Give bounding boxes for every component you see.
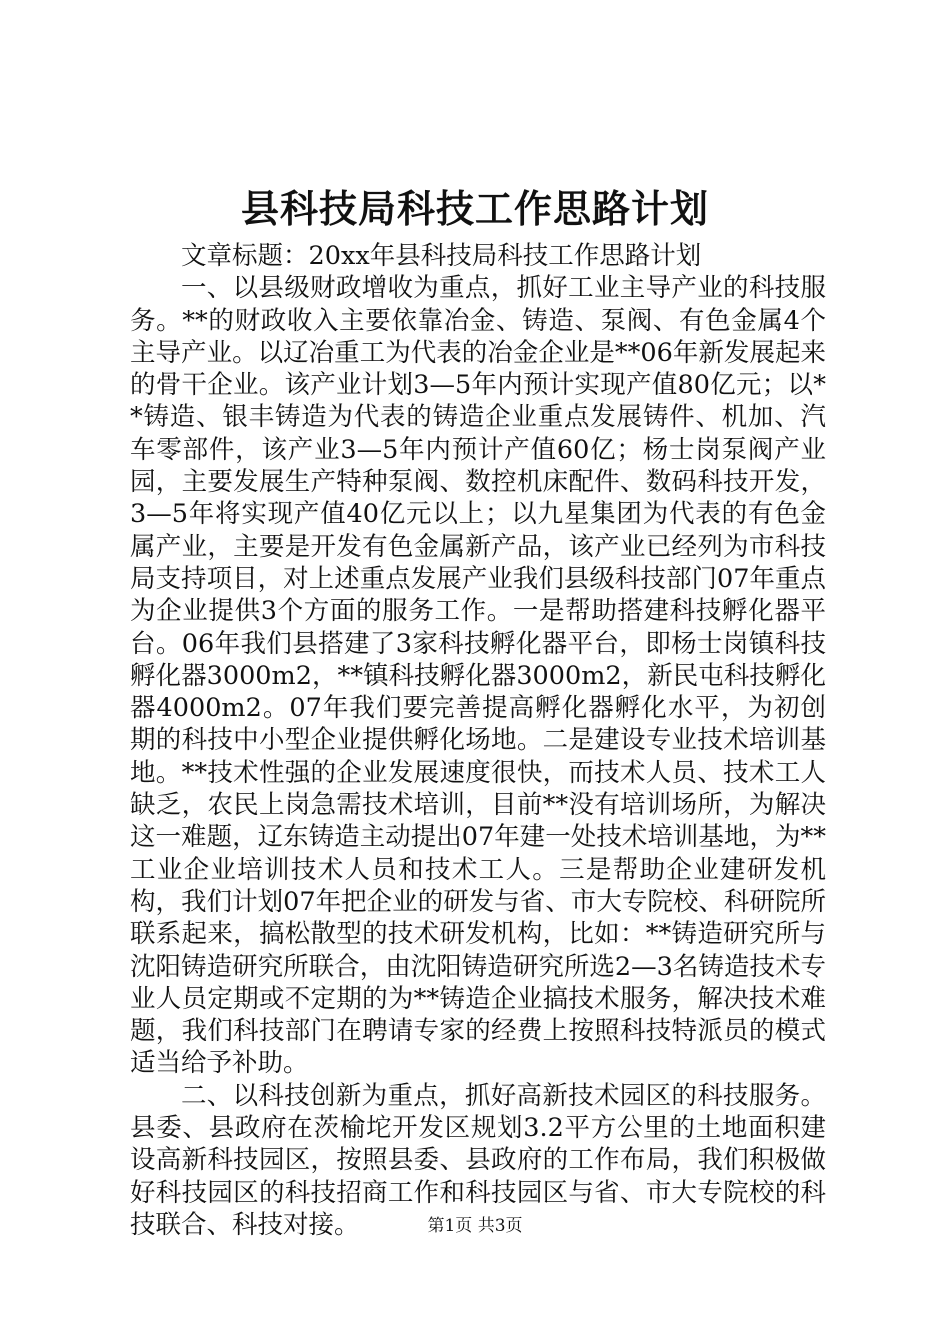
page-footer: 第1页 共3页 <box>427 1216 523 1236</box>
section-two-paragraph: 二、以科技创新为重点，抓好高新技术园区的科技服务。县委、县政府在茨榆坨开发区规划3.2平方公里的土地面积建设高新科技园区，按照县委、县政府的工作布局，我们积极做好科技园区的科技招商工作和科技园区与省、市大专院校的科技联合、科技对接。 <box>130 1080 826 1240</box>
section-one-paragraph: 一、以县级财政增收为重点，抓好工业主导产业的科技服务。**的财政收入主要依靠冶金、铸造、泵阀、有色金属4个主导产业。以辽冶重工为代表的冶金企业是**06年新发展起来的骨干企业。该产业计划3—5年内预计实现产值80亿元；以**铸造、银丰铸造为代表的铸造企业重点发展铸件、机加、汽车零部件，该产业3—5年内预计产值60亿；杨士岗泵阀产业园，主要发展生产特种泵阀、数控机床配件、数码科技开发，3—5年将实现产值40亿元以上；以九星集团为代表的有色金属产业，主要是开发有色金属新产品，该产业已经列为市科技局支持项目，对上述重点发展产业我们县级科技部门07年重点为企业提供3个方面的服务工作。一是帮助搭建科技孵化器平台。06年我们县搭建了3家科技孵化器平台，即杨士岗镇科技孵化器3000m2，**镇科技孵化器3000m2，新民屯科技孵化器4000m2。07年我们要完善提高孵化器孵化水平，为初创期的科技中小型企业提供孵化场地。二是建设专业技术培训基地。**技术性强的企业发展速度很快，而技术人员、技术工人缺乏，农民上岗急需技术培训，目前**没有培训场所，为解决这一难题，辽东铸造主动提出07年建一处技术培训基地，为**工业企业培训技术人员和技术工人。三是帮助企业建研发机构，我们计划07年把企业的研发与省、市大专院校、科研院所联系起来，搞松散型的技术研发机构，比如：**铸造研究所与沈阳铸造研究所联合，由沈阳铸造研究所选2—3名铸造技术专业人员定期或不定期的为**铸造企业搞技术服务，解决技术难题，我们科技部门在聘请专家的经费上按照科技特派员的模式适当给予补助。 <box>130 273 826 1079</box>
article-title-line: 文章标题：20xx年县科技局科技工作思路计划 <box>181 241 702 271</box>
document-title: 县科技局科技工作思路计划 <box>240 186 709 231</box>
document-body <box>130 240 826 1241</box>
